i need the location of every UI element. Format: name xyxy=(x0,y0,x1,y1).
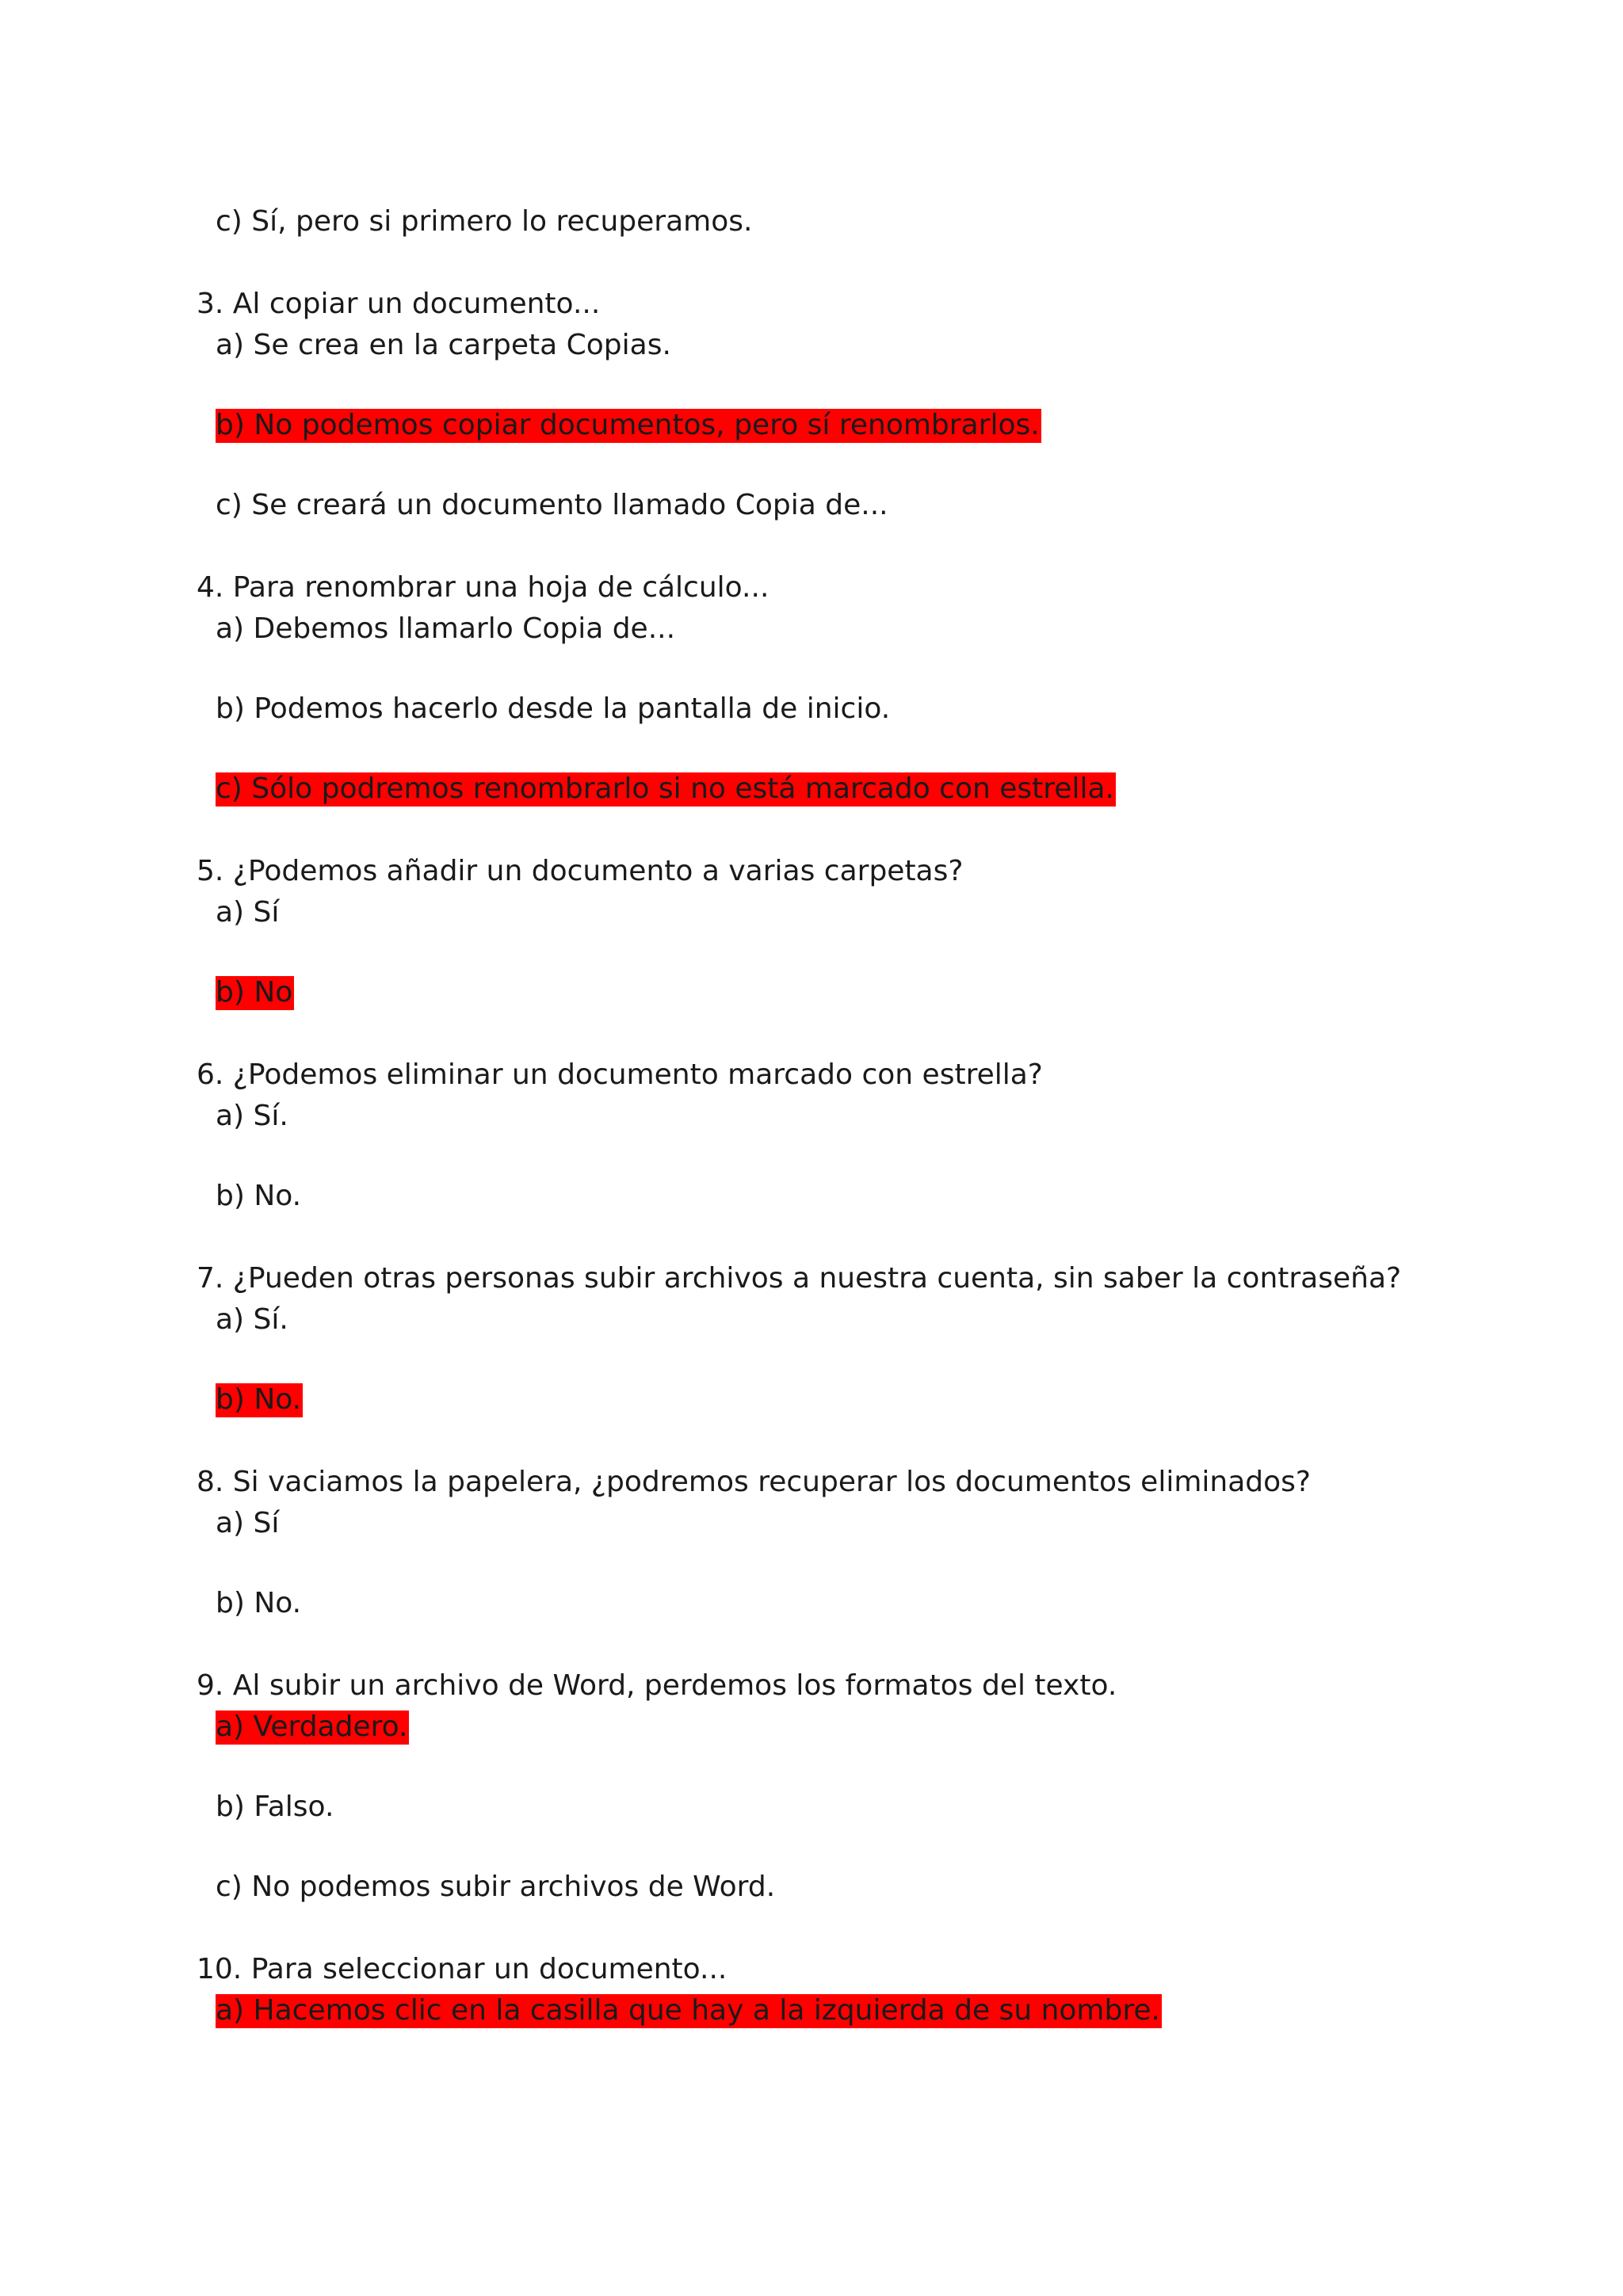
question-6: 6. ¿Podemos eliminar un documento marcado con estrella? xyxy=(197,1058,1043,1091)
answer-9a-correct: a) Verdadero. xyxy=(216,1711,408,1743)
question-4: 4. Para renombrar una hoja de cálculo... xyxy=(197,571,769,604)
answer-8b: b) No. xyxy=(216,1587,302,1619)
answer-8a: a) Sí xyxy=(216,1507,280,1539)
question-7: 7. ¿Pueden otras personas subir archivos a nuestra cuenta, sin saber la contraseña? xyxy=(197,1262,1402,1295)
answer-prev-c: c) Sí, pero si primero lo recuperamos. xyxy=(216,205,753,238)
answer-9c: c) No podemos subir archivos de Word. xyxy=(216,1871,776,1903)
question-9: 9. Al subir un archivo de Word, perdemos los formatos del texto. xyxy=(197,1669,1117,1702)
answer-5b-correct: b) No xyxy=(216,976,293,1009)
answer-6b: b) No. xyxy=(216,1180,302,1212)
answer-7b-correct: b) No. xyxy=(216,1383,302,1416)
answer-4c-correct: c) Sólo podremos renombrarlo si no está marcado con estrella. xyxy=(216,772,1114,805)
answer-3c: c) Se creará un documento llamado Copia de... xyxy=(216,489,888,521)
answer-10a-correct: a) Hacemos clic en la casilla que hay a la izquierda de su nombre. xyxy=(216,1994,1160,2027)
answer-3b-correct: b) No podemos copiar documentos, pero sí renombrarlos. xyxy=(216,409,1040,441)
question-8: 8. Si vaciamos la papelera, ¿podremos recuperar los documentos eliminados? xyxy=(197,1466,1312,1498)
answer-5a: a) Sí xyxy=(216,896,280,929)
answer-3a: a) Se crea en la carpeta Copias. xyxy=(216,329,671,361)
answer-6a: a) Sí. xyxy=(216,1100,288,1132)
answer-4b: b) Podemos hacerlo desde la pantalla de inicio. xyxy=(216,692,891,725)
answer-4a: a) Debemos llamarlo Copia de... xyxy=(216,612,676,645)
question-10: 10. Para seleccionar un documento... xyxy=(197,1953,727,1985)
answer-7a: a) Sí. xyxy=(216,1303,288,1336)
question-5: 5. ¿Podemos añadir un documento a varias carpetas? xyxy=(197,855,964,887)
question-3: 3. Al copiar un documento... xyxy=(197,288,601,320)
answer-9b: b) Falso. xyxy=(216,1791,334,1823)
